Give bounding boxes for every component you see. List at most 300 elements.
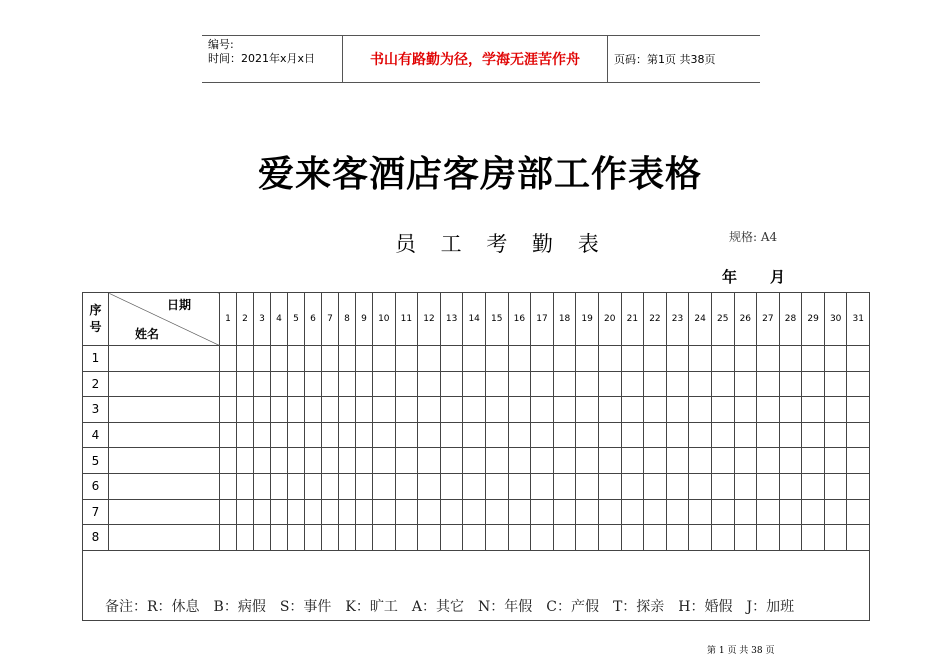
attendance-cell[interactable] bbox=[847, 397, 870, 423]
attendance-cell[interactable] bbox=[666, 422, 689, 448]
attendance-cell[interactable] bbox=[237, 422, 254, 448]
name-cell[interactable] bbox=[109, 448, 220, 474]
attendance-cell[interactable] bbox=[322, 525, 339, 551]
attendance-cell[interactable] bbox=[553, 473, 576, 499]
attendance-cell[interactable] bbox=[440, 422, 463, 448]
attendance-cell[interactable] bbox=[373, 525, 396, 551]
attendance-cell[interactable] bbox=[779, 346, 802, 372]
header-page: 页码：第1页 共38页 bbox=[614, 53, 716, 66]
attendance-cell[interactable] bbox=[711, 473, 734, 499]
attendance-cell[interactable] bbox=[463, 473, 486, 499]
attendance-cell[interactable] bbox=[288, 525, 305, 551]
attendance-cell[interactable] bbox=[531, 525, 554, 551]
attendance-cell[interactable] bbox=[356, 422, 373, 448]
attendance-cell[interactable] bbox=[339, 346, 356, 372]
attendance-cell[interactable] bbox=[418, 422, 441, 448]
attendance-cell[interactable] bbox=[463, 397, 486, 423]
attendance-cell[interactable] bbox=[621, 422, 644, 448]
attendance-cell[interactable] bbox=[689, 448, 712, 474]
time-label: 时间：2021年x月x日 bbox=[208, 52, 316, 65]
attendance-cell[interactable] bbox=[463, 346, 486, 372]
attendance-cell[interactable] bbox=[288, 346, 305, 372]
attendance-cell[interactable] bbox=[305, 525, 322, 551]
attendance-cell[interactable] bbox=[440, 473, 463, 499]
attendance-cell[interactable] bbox=[689, 397, 712, 423]
attendance-cell[interactable] bbox=[254, 473, 271, 499]
attendance-cell[interactable] bbox=[824, 397, 847, 423]
row-number: 3 bbox=[83, 397, 109, 423]
attendance-cell[interactable] bbox=[418, 371, 441, 397]
day-header: 21 bbox=[621, 293, 644, 346]
attendance-cell[interactable] bbox=[666, 473, 689, 499]
attendance-cell[interactable] bbox=[395, 448, 418, 474]
attendance-cell[interactable] bbox=[254, 499, 271, 525]
attendance-cell[interactable] bbox=[847, 371, 870, 397]
day-header: 20 bbox=[598, 293, 621, 346]
attendance-cell[interactable] bbox=[305, 499, 322, 525]
attendance-cell[interactable] bbox=[485, 448, 508, 474]
attendance-cell[interactable] bbox=[508, 397, 531, 423]
attendance-cell[interactable] bbox=[485, 397, 508, 423]
attendance-cell[interactable] bbox=[621, 499, 644, 525]
attendance-cell[interactable] bbox=[644, 346, 667, 372]
attendance-cell[interactable] bbox=[339, 371, 356, 397]
attendance-cell[interactable] bbox=[824, 422, 847, 448]
attendance-cell[interactable] bbox=[553, 499, 576, 525]
attendance-cell[interactable] bbox=[322, 346, 339, 372]
attendance-cell[interactable] bbox=[395, 499, 418, 525]
attendance-cell[interactable] bbox=[237, 525, 254, 551]
attendance-cell[interactable] bbox=[531, 397, 554, 423]
attendance-cell[interactable] bbox=[802, 448, 825, 474]
attendance-cell[interactable] bbox=[689, 346, 712, 372]
row-number: 5 bbox=[83, 448, 109, 474]
attendance-cell[interactable] bbox=[220, 473, 237, 499]
day-header: 19 bbox=[576, 293, 599, 346]
attendance-cell[interactable] bbox=[305, 448, 322, 474]
attendance-cell[interactable] bbox=[531, 371, 554, 397]
attendance-cell[interactable] bbox=[598, 397, 621, 423]
attendance-cell[interactable] bbox=[373, 473, 396, 499]
attendance-cell[interactable] bbox=[485, 473, 508, 499]
attendance-cell[interactable] bbox=[305, 371, 322, 397]
attendance-cell[interactable] bbox=[322, 499, 339, 525]
attendance-cell[interactable] bbox=[734, 448, 757, 474]
attendance-cell[interactable] bbox=[734, 473, 757, 499]
document-title: 爱来客酒店客房部工作表格 bbox=[257, 153, 702, 195]
attendance-cell[interactable] bbox=[271, 371, 288, 397]
attendance-cell[interactable] bbox=[598, 448, 621, 474]
attendance-cell[interactable] bbox=[531, 422, 554, 448]
attendance-cell[interactable] bbox=[508, 346, 531, 372]
attendance-cell[interactable] bbox=[254, 397, 271, 423]
year-label: 年 bbox=[722, 268, 738, 286]
attendance-cell[interactable] bbox=[220, 448, 237, 474]
attendance-cell[interactable] bbox=[802, 371, 825, 397]
attendance-cell[interactable] bbox=[734, 346, 757, 372]
attendance-cell[interactable] bbox=[508, 473, 531, 499]
attendance-cell[interactable] bbox=[271, 422, 288, 448]
attendance-cell[interactable] bbox=[711, 448, 734, 474]
attendance-cell[interactable] bbox=[440, 448, 463, 474]
name-cell[interactable] bbox=[109, 473, 220, 499]
attendance-cell[interactable] bbox=[288, 473, 305, 499]
attendance-cell[interactable] bbox=[689, 473, 712, 499]
attendance-cell[interactable] bbox=[356, 397, 373, 423]
attendance-cell[interactable] bbox=[356, 499, 373, 525]
attendance-cell[interactable] bbox=[711, 371, 734, 397]
attendance-cell[interactable] bbox=[847, 473, 870, 499]
attendance-cell[interactable] bbox=[305, 397, 322, 423]
attendance-cell[interactable] bbox=[305, 422, 322, 448]
attendance-cell[interactable] bbox=[644, 422, 667, 448]
name-cell[interactable] bbox=[109, 422, 220, 448]
attendance-cell[interactable] bbox=[440, 371, 463, 397]
attendance-cell[interactable] bbox=[508, 371, 531, 397]
attendance-cell[interactable] bbox=[779, 397, 802, 423]
attendance-cell[interactable] bbox=[711, 422, 734, 448]
attendance-cell[interactable] bbox=[356, 346, 373, 372]
attendance-cell[interactable] bbox=[757, 422, 780, 448]
attendance-cell[interactable] bbox=[847, 422, 870, 448]
attendance-cell[interactable] bbox=[237, 473, 254, 499]
attendance-cell[interactable] bbox=[576, 473, 599, 499]
attendance-cell[interactable] bbox=[553, 422, 576, 448]
attendance-cell[interactable] bbox=[802, 422, 825, 448]
attendance-cell[interactable] bbox=[553, 371, 576, 397]
attendance-cell[interactable] bbox=[220, 422, 237, 448]
name-cell[interactable] bbox=[109, 525, 220, 551]
attendance-cell[interactable] bbox=[418, 473, 441, 499]
name-cell[interactable] bbox=[109, 346, 220, 372]
attendance-cell[interactable] bbox=[531, 499, 554, 525]
attendance-cell[interactable] bbox=[824, 473, 847, 499]
attendance-cell[interactable] bbox=[757, 525, 780, 551]
attendance-cell[interactable] bbox=[757, 499, 780, 525]
day-header: 10 bbox=[373, 293, 396, 346]
attendance-cell[interactable] bbox=[220, 346, 237, 372]
attendance-cell[interactable] bbox=[779, 499, 802, 525]
attendance-cell[interactable] bbox=[254, 346, 271, 372]
day-header: 14 bbox=[463, 293, 486, 346]
attendance-cell[interactable] bbox=[418, 499, 441, 525]
day-header: 4 bbox=[271, 293, 288, 346]
date-name-header bbox=[109, 293, 220, 346]
attendance-cell[interactable] bbox=[666, 448, 689, 474]
attendance-cell[interactable] bbox=[322, 371, 339, 397]
attendance-cell[interactable] bbox=[576, 448, 599, 474]
number-label: 编号: bbox=[208, 38, 234, 51]
seq-header-line2: 号 bbox=[89, 320, 102, 334]
attendance-table bbox=[82, 292, 870, 621]
attendance-cell[interactable] bbox=[576, 346, 599, 372]
day-header: 1 bbox=[220, 293, 237, 346]
attendance-cell[interactable] bbox=[644, 448, 667, 474]
attendance-cell[interactable] bbox=[644, 499, 667, 525]
attendance-cell[interactable] bbox=[621, 346, 644, 372]
attendance-cell[interactable] bbox=[598, 346, 621, 372]
attendance-cell[interactable] bbox=[847, 499, 870, 525]
seq-header-line1: 序 bbox=[89, 303, 102, 317]
attendance-cell[interactable] bbox=[824, 371, 847, 397]
attendance-cell[interactable] bbox=[220, 525, 237, 551]
attendance-cell[interactable] bbox=[339, 473, 356, 499]
attendance-cell[interactable] bbox=[666, 371, 689, 397]
attendance-cell[interactable] bbox=[463, 422, 486, 448]
name-cell[interactable] bbox=[109, 397, 220, 423]
attendance-cell[interactable] bbox=[598, 473, 621, 499]
attendance-cell[interactable] bbox=[621, 525, 644, 551]
attendance-cell[interactable] bbox=[531, 346, 554, 372]
attendance-cell[interactable] bbox=[802, 473, 825, 499]
attendance-cell[interactable] bbox=[485, 346, 508, 372]
attendance-cell[interactable] bbox=[395, 371, 418, 397]
attendance-cell[interactable] bbox=[271, 397, 288, 423]
attendance-cell[interactable] bbox=[254, 448, 271, 474]
attendance-cell[interactable] bbox=[802, 397, 825, 423]
attendance-cell[interactable] bbox=[322, 473, 339, 499]
attendance-cell[interactable] bbox=[531, 448, 554, 474]
attendance-cell[interactable] bbox=[271, 473, 288, 499]
attendance-cell[interactable] bbox=[339, 397, 356, 423]
attendance-cell[interactable] bbox=[734, 397, 757, 423]
day-header: 11 bbox=[395, 293, 418, 346]
day-header: 5 bbox=[288, 293, 305, 346]
attendance-cell[interactable] bbox=[395, 422, 418, 448]
attendance-cell[interactable] bbox=[689, 499, 712, 525]
attendance-cell[interactable] bbox=[802, 499, 825, 525]
attendance-cell[interactable] bbox=[288, 397, 305, 423]
attendance-cell[interactable] bbox=[271, 525, 288, 551]
attendance-cell[interactable] bbox=[779, 473, 802, 499]
attendance-cell[interactable] bbox=[666, 346, 689, 372]
attendance-cell[interactable] bbox=[440, 346, 463, 372]
attendance-cell[interactable] bbox=[485, 499, 508, 525]
attendance-cell[interactable] bbox=[689, 525, 712, 551]
attendance-cell[interactable] bbox=[576, 525, 599, 551]
attendance-cell[interactable] bbox=[440, 499, 463, 525]
row-number: 4 bbox=[83, 422, 109, 448]
row-number: 7 bbox=[83, 499, 109, 525]
attendance-cell[interactable] bbox=[711, 499, 734, 525]
attendance-cell[interactable] bbox=[621, 397, 644, 423]
attendance-cell[interactable] bbox=[508, 499, 531, 525]
day-header: 31 bbox=[847, 293, 870, 346]
table-row bbox=[83, 371, 870, 397]
attendance-cell[interactable] bbox=[779, 448, 802, 474]
attendance-cell[interactable] bbox=[339, 525, 356, 551]
attendance-cell[interactable] bbox=[734, 422, 757, 448]
attendance-cell[interactable] bbox=[339, 499, 356, 525]
attendance-cell[interactable] bbox=[288, 422, 305, 448]
form-subtitle: 员 工 考 勤 表 bbox=[395, 232, 608, 256]
attendance-cell[interactable] bbox=[395, 525, 418, 551]
attendance-cell[interactable] bbox=[271, 346, 288, 372]
attendance-cell[interactable] bbox=[356, 371, 373, 397]
attendance-cell[interactable] bbox=[644, 473, 667, 499]
attendance-cell[interactable] bbox=[779, 371, 802, 397]
attendance-cell[interactable] bbox=[237, 346, 254, 372]
attendance-cell[interactable] bbox=[711, 525, 734, 551]
attendance-cell[interactable] bbox=[373, 346, 396, 372]
attendance-cell[interactable] bbox=[531, 473, 554, 499]
attendance-cell[interactable] bbox=[757, 473, 780, 499]
attendance-cell[interactable] bbox=[757, 397, 780, 423]
attendance-cell[interactable] bbox=[847, 525, 870, 551]
attendance-cell[interactable] bbox=[373, 499, 396, 525]
attendance-cell[interactable] bbox=[847, 346, 870, 372]
attendance-cell[interactable] bbox=[254, 422, 271, 448]
name-cell[interactable] bbox=[109, 499, 220, 525]
attendance-cell[interactable] bbox=[463, 499, 486, 525]
name-cell[interactable] bbox=[109, 371, 220, 397]
attendance-cell[interactable] bbox=[598, 499, 621, 525]
table-row bbox=[83, 346, 870, 372]
attendance-cell[interactable] bbox=[220, 371, 237, 397]
attendance-cell[interactable] bbox=[418, 397, 441, 423]
attendance-cell[interactable] bbox=[576, 422, 599, 448]
attendance-cell[interactable] bbox=[305, 346, 322, 372]
attendance-cell[interactable] bbox=[553, 448, 576, 474]
attendance-cell[interactable] bbox=[553, 397, 576, 423]
attendance-cell[interactable] bbox=[734, 371, 757, 397]
table-header-row bbox=[83, 293, 870, 346]
row-number: 8 bbox=[83, 525, 109, 551]
attendance-cell[interactable] bbox=[666, 499, 689, 525]
attendance-cell[interactable] bbox=[288, 371, 305, 397]
attendance-cell[interactable] bbox=[220, 397, 237, 423]
notes-text: 备注：R：休息 B：病假 S：事件 K：旷工 A：其它 N：年假 C：产假 T：探亲 H：婚假 J：加班 bbox=[105, 598, 795, 615]
attendance-cell[interactable] bbox=[254, 371, 271, 397]
day-header: 26 bbox=[734, 293, 757, 346]
attendance-cell[interactable] bbox=[757, 448, 780, 474]
attendance-cell[interactable] bbox=[757, 346, 780, 372]
attendance-cell[interactable] bbox=[356, 473, 373, 499]
attendance-cell[interactable] bbox=[485, 371, 508, 397]
page-footer: 第 1 页 共 38 页 bbox=[707, 646, 775, 656]
attendance-cell[interactable] bbox=[395, 397, 418, 423]
attendance-cell[interactable] bbox=[305, 473, 322, 499]
attendance-cell[interactable] bbox=[666, 397, 689, 423]
attendance-cell[interactable] bbox=[553, 346, 576, 372]
attendance-cell[interactable] bbox=[598, 422, 621, 448]
attendance-cell[interactable] bbox=[824, 525, 847, 551]
attendance-cell[interactable] bbox=[779, 422, 802, 448]
table-row bbox=[83, 422, 870, 448]
attendance-cell[interactable] bbox=[373, 397, 396, 423]
attendance-cell[interactable] bbox=[237, 397, 254, 423]
attendance-cell[interactable] bbox=[847, 448, 870, 474]
day-header: 7 bbox=[322, 293, 339, 346]
attendance-cell[interactable] bbox=[508, 525, 531, 551]
attendance-cell[interactable] bbox=[373, 371, 396, 397]
attendance-cell[interactable] bbox=[824, 448, 847, 474]
attendance-cell[interactable] bbox=[288, 448, 305, 474]
attendance-cell[interactable] bbox=[621, 473, 644, 499]
month-label: 月 bbox=[770, 268, 786, 286]
attendance-cell[interactable] bbox=[734, 525, 757, 551]
attendance-cell[interactable] bbox=[356, 525, 373, 551]
attendance-cell[interactable] bbox=[824, 346, 847, 372]
attendance-cell[interactable] bbox=[271, 448, 288, 474]
attendance-cell[interactable] bbox=[689, 371, 712, 397]
attendance-cell[interactable] bbox=[463, 525, 486, 551]
attendance-cell[interactable] bbox=[395, 473, 418, 499]
row-number: 2 bbox=[83, 371, 109, 397]
attendance-cell[interactable] bbox=[463, 371, 486, 397]
date-label: 日期 bbox=[166, 298, 191, 312]
attendance-cell[interactable] bbox=[237, 499, 254, 525]
attendance-cell[interactable] bbox=[598, 371, 621, 397]
attendance-cell[interactable] bbox=[418, 525, 441, 551]
attendance-cell[interactable] bbox=[254, 525, 271, 551]
day-header: 27 bbox=[757, 293, 780, 346]
attendance-cell[interactable] bbox=[485, 525, 508, 551]
day-header: 17 bbox=[531, 293, 554, 346]
attendance-cell[interactable] bbox=[463, 448, 486, 474]
attendance-cell[interactable] bbox=[689, 422, 712, 448]
attendance-cell[interactable] bbox=[711, 346, 734, 372]
attendance-cell[interactable] bbox=[356, 448, 373, 474]
seq-header bbox=[83, 293, 109, 346]
attendance-cell[interactable] bbox=[322, 397, 339, 423]
attendance-cell[interactable] bbox=[621, 448, 644, 474]
attendance-cell[interactable] bbox=[598, 525, 621, 551]
attendance-cell[interactable] bbox=[666, 525, 689, 551]
table-row bbox=[83, 448, 870, 474]
attendance-cell[interactable] bbox=[288, 499, 305, 525]
attendance-cell[interactable] bbox=[339, 422, 356, 448]
attendance-cell[interactable] bbox=[237, 448, 254, 474]
attendance-cell[interactable] bbox=[553, 525, 576, 551]
attendance-cell[interactable] bbox=[418, 346, 441, 372]
attendance-cell[interactable] bbox=[440, 525, 463, 551]
attendance-cell[interactable] bbox=[418, 448, 441, 474]
attendance-cell[interactable] bbox=[644, 525, 667, 551]
day-header: 2 bbox=[237, 293, 254, 346]
attendance-cell[interactable] bbox=[220, 499, 237, 525]
attendance-cell[interactable] bbox=[485, 422, 508, 448]
attendance-cell[interactable] bbox=[508, 448, 531, 474]
attendance-cell[interactable] bbox=[621, 371, 644, 397]
attendance-cell[interactable] bbox=[644, 371, 667, 397]
attendance-cell[interactable] bbox=[734, 499, 757, 525]
attendance-cell[interactable] bbox=[339, 448, 356, 474]
attendance-cell[interactable] bbox=[322, 422, 339, 448]
attendance-cell[interactable] bbox=[757, 371, 780, 397]
day-header: 18 bbox=[553, 293, 576, 346]
day-header: 12 bbox=[418, 293, 441, 346]
attendance-cell[interactable] bbox=[576, 397, 599, 423]
header-info bbox=[202, 36, 342, 82]
attendance-cell[interactable] bbox=[508, 422, 531, 448]
attendance-cell[interactable] bbox=[644, 397, 667, 423]
attendance-cell[interactable] bbox=[802, 346, 825, 372]
attendance-cell[interactable] bbox=[237, 371, 254, 397]
attendance-cell[interactable] bbox=[802, 525, 825, 551]
attendance-cell[interactable] bbox=[711, 397, 734, 423]
attendance-cell[interactable] bbox=[440, 397, 463, 423]
attendance-cell[interactable] bbox=[373, 448, 396, 474]
attendance-cell[interactable] bbox=[373, 422, 396, 448]
attendance-cell[interactable] bbox=[322, 448, 339, 474]
attendance-cell[interactable] bbox=[576, 499, 599, 525]
attendance-cell[interactable] bbox=[576, 371, 599, 397]
attendance-cell[interactable] bbox=[271, 499, 288, 525]
attendance-cell[interactable] bbox=[395, 346, 418, 372]
attendance-cell[interactable] bbox=[824, 499, 847, 525]
attendance-cell[interactable] bbox=[779, 525, 802, 551]
